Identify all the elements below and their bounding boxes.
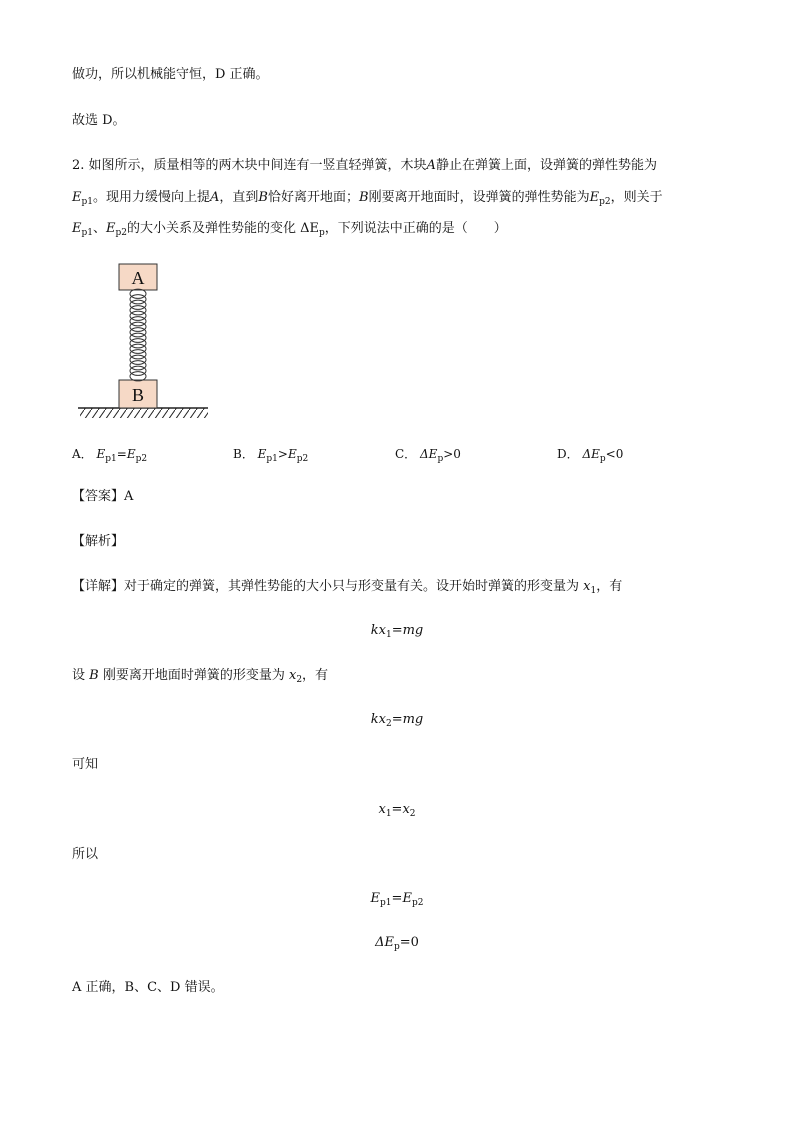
option-b[interactable] <box>233 445 308 463</box>
op: = <box>391 712 403 727</box>
text: ，有 <box>302 668 329 683</box>
equation-4 <box>0 890 794 908</box>
op: = <box>391 891 403 906</box>
kezhi-line: 可知 <box>72 757 99 772</box>
sub: 1 <box>590 586 597 596</box>
sub: p2 <box>599 197 611 207</box>
var-E: E <box>126 447 136 461</box>
delta-E: ΔE <box>582 447 600 461</box>
q-text: 刚要离开地面时，设弹簧的弹性势能为 <box>368 190 590 205</box>
sub: p1 <box>81 197 93 207</box>
sub: p1 <box>105 454 117 464</box>
var-E: E <box>589 190 600 205</box>
var-k: k <box>370 712 379 727</box>
detail-label: 【详解】 <box>72 579 125 594</box>
option-a[interactable] <box>72 445 147 463</box>
equation-5 <box>0 934 794 952</box>
q-text: 的大小关系及弹性势能的变化 ΔE <box>127 221 320 236</box>
var-mg: mg <box>402 623 424 638</box>
answer-line <box>72 488 133 506</box>
detail-text: 对于确定的弹簧，其弹性势能的大小只与形变量有关。设开始时弹簧的形变量为 <box>124 579 584 594</box>
option-c[interactable] <box>395 445 461 463</box>
answer-label: 【答案】 <box>72 489 125 504</box>
var-B: B <box>89 668 99 683</box>
detail-line <box>72 578 622 596</box>
var-B: B <box>258 190 268 205</box>
delta-E: ΔE <box>375 935 394 950</box>
equation-1 <box>0 622 794 640</box>
var-B: B <box>359 190 369 205</box>
var-mg: mg <box>402 712 424 727</box>
op: = <box>116 447 127 461</box>
ground-hatch <box>80 408 208 418</box>
q-text: 、 <box>93 221 107 236</box>
option-prefix: B． <box>233 447 254 461</box>
conclusion-line: A 正确，B、C、D 错误。 <box>72 980 224 995</box>
spring-coil-turn <box>130 306 146 315</box>
sub: p2 <box>135 454 148 464</box>
op: > <box>277 447 288 461</box>
spring-coil <box>130 289 146 381</box>
sub: p <box>599 454 606 464</box>
spring-coil-turn <box>130 322 146 331</box>
var-x: x <box>378 802 386 817</box>
sub: p <box>319 228 325 238</box>
option-prefix: D． <box>557 447 579 461</box>
prev-line-1: 做功，所以机械能守恒，D 正确。 <box>72 67 269 82</box>
spring-coil-turn <box>130 350 146 359</box>
spring-coil-turn <box>130 317 146 326</box>
var-E: E <box>72 221 82 236</box>
spring-coil-turn <box>130 295 146 304</box>
q-text: 恰好离开地面； <box>267 190 359 205</box>
sub: p2 <box>296 454 309 464</box>
var-x: x <box>378 712 386 727</box>
spring-coil-turn <box>130 300 146 309</box>
sub: p2 <box>115 228 128 238</box>
sub: p1 <box>380 898 392 908</box>
text: 刚要离开地面时弹簧的形变量为 <box>98 668 289 683</box>
option-prefix: C． <box>395 447 417 461</box>
var-x: x <box>583 579 591 594</box>
var-E: E <box>257 447 267 461</box>
sub: 2 <box>296 675 303 685</box>
line-b-deform <box>72 667 328 685</box>
spring-coil-turn <box>130 339 146 348</box>
var-x: x <box>402 802 410 817</box>
var-E: E <box>402 891 412 906</box>
answer-value: A <box>124 489 134 504</box>
sub: 2 <box>409 809 416 819</box>
delta-E: ΔE <box>420 447 438 461</box>
block-b-label: B <box>131 385 145 405</box>
var-E: E <box>72 190 82 205</box>
sub: p <box>393 942 400 952</box>
q-text: 2. 如图所示，质量相等的两木块中间连有一竖直轻弹簧，木块 <box>72 158 427 173</box>
q-text: 静止在弹簧上面，设弹簧的弹性势能为 <box>435 158 657 173</box>
sub: p1 <box>266 454 278 464</box>
option-d[interactable] <box>557 445 623 463</box>
spring-coil-turn <box>130 366 146 375</box>
prev-line-2: 故选 D。 <box>72 113 126 128</box>
var-E: E <box>96 447 106 461</box>
spring-coil-turn <box>130 328 146 337</box>
suoyi-line: 所以 <box>72 847 99 862</box>
sub: 2 <box>385 719 392 729</box>
equation-2 <box>0 711 794 729</box>
q-text: 。现用力缓慢向上提 <box>93 190 211 205</box>
spring-coil-turn <box>130 361 146 370</box>
var-E: E <box>287 447 297 461</box>
q-text: ，直到 <box>219 190 259 205</box>
equation-3 <box>0 801 794 819</box>
spring-coil-turn <box>130 344 146 353</box>
sub: p <box>437 454 444 464</box>
var-x: x <box>378 623 386 638</box>
q-text: ，下列说法中正确的是（ ） <box>324 221 507 236</box>
detail-text: ，有 <box>596 579 623 594</box>
var-x: x <box>288 668 297 683</box>
analysis-label: 【解析】 <box>72 534 125 549</box>
op: = <box>391 802 403 817</box>
op: = <box>391 623 403 638</box>
spring-coil-turn <box>130 333 146 342</box>
op: =0 <box>399 935 419 950</box>
block-a-label: A <box>131 268 145 288</box>
spring-coil-turn <box>130 311 146 320</box>
var-E: E <box>106 221 116 236</box>
op: >0 <box>443 447 461 461</box>
q-text: ，则关于 <box>610 190 663 205</box>
sub: p2 <box>411 898 424 908</box>
option-prefix: A． <box>72 447 93 461</box>
sub: 1 <box>385 809 392 819</box>
var-E: E <box>370 891 381 906</box>
var-k: k <box>370 623 379 638</box>
sub: 1 <box>385 630 392 640</box>
spring-coil-turn <box>130 355 146 364</box>
var-A: A <box>426 158 436 173</box>
text: 设 <box>72 668 90 683</box>
sub: p1 <box>81 228 93 238</box>
var-A: A <box>210 190 220 205</box>
op: <0 <box>605 447 624 461</box>
